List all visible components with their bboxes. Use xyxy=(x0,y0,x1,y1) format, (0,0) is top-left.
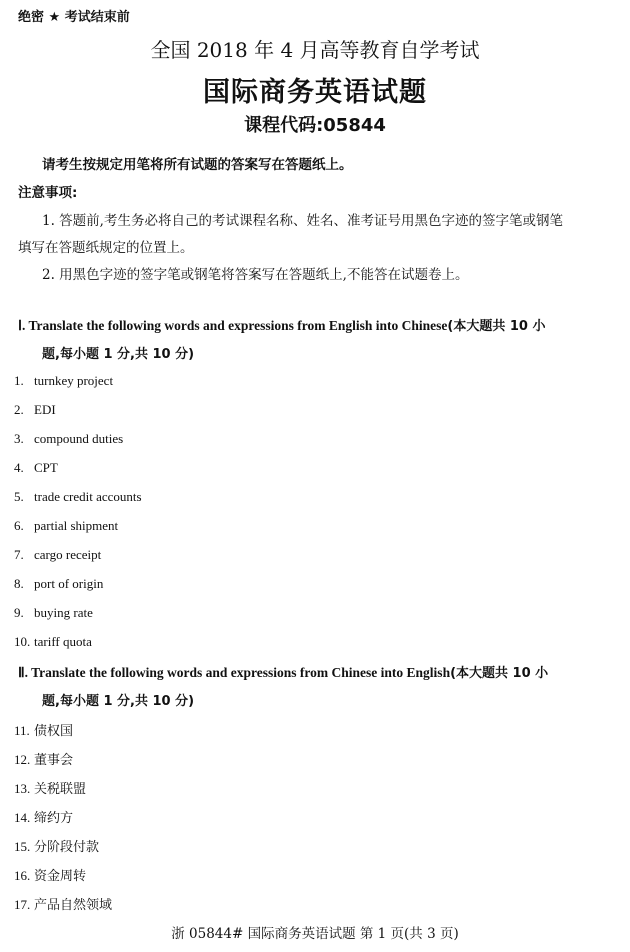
section-2-title xyxy=(18,662,548,681)
answer-instruction: 请考生按规定用笔将所有试题的答案写在答题纸上。 xyxy=(42,157,353,173)
section-1-title xyxy=(18,315,546,334)
note-1-line-1: 1. 答题前,考生务必将自己的考试课程名称、姓名、准考证号用黑色字迹的签字笔或钢笔 xyxy=(42,213,563,229)
section-2-title-cn: (本大题共 10 小 xyxy=(450,666,549,681)
page-title: 国际商务英语试题 xyxy=(203,77,427,108)
list-item: 1. turnkey project xyxy=(14,373,114,388)
list-item: 14. 缔约方 xyxy=(14,810,74,825)
list-item: 10. tariff quota xyxy=(14,634,92,649)
list-item: 6. partial shipment xyxy=(14,518,119,533)
list-item: 2. EDI xyxy=(14,402,56,417)
note-1-line-2: 填写在答题纸规定的位置上。 xyxy=(18,240,194,256)
list-item: 12. 董事会 xyxy=(14,752,74,767)
note-2: 2. 用黑色字迹的签字笔或钢笔将答案写在答题纸上,不能答在试题卷上。 xyxy=(42,267,469,283)
list-item: 17. 产品自然领域 xyxy=(14,897,113,912)
list-item: 16. 资金周转 xyxy=(14,868,87,883)
section-1-title-cn: (本大题共 10 小 xyxy=(447,319,546,334)
list-item: 5. trade credit accounts xyxy=(14,489,142,504)
section-2-title-en: Ⅱ. Translate the following words and expressions from Chinese into English xyxy=(18,665,451,680)
list-item: 3. compound duties xyxy=(14,431,124,446)
list-item: 7. cargo receipt xyxy=(14,547,102,562)
list-item: 13. 关税联盟 xyxy=(14,781,87,796)
list-item: 11. 债权国 xyxy=(14,723,74,738)
confidential-label: 绝密 ★ 考试结束前 xyxy=(18,10,130,25)
course-code: 课程代码:05844 xyxy=(244,115,386,136)
section-1-title-cont: 题,每小题 1 分,共 10 分) xyxy=(42,347,195,362)
section-2-title-cont: 题,每小题 1 分,共 10 分) xyxy=(42,694,195,709)
list-item: 4. CPT xyxy=(14,460,58,475)
list-item: 9. buying rate xyxy=(14,605,93,620)
list-item: 8. port of origin xyxy=(14,576,104,591)
section-1-title-en: Ⅰ. Translate the following words and expressions from English into Chinese xyxy=(18,318,448,333)
page-footer: 浙 05844# 国际商务英语试题 第 1 页(共 3 页) xyxy=(171,926,459,942)
exam-session-line: 全国 2018 年 4 月高等教育自学考试 xyxy=(150,38,480,62)
list-item: 15. 分阶段付款 xyxy=(14,839,100,854)
notes-heading: 注意事项: xyxy=(18,185,78,201)
